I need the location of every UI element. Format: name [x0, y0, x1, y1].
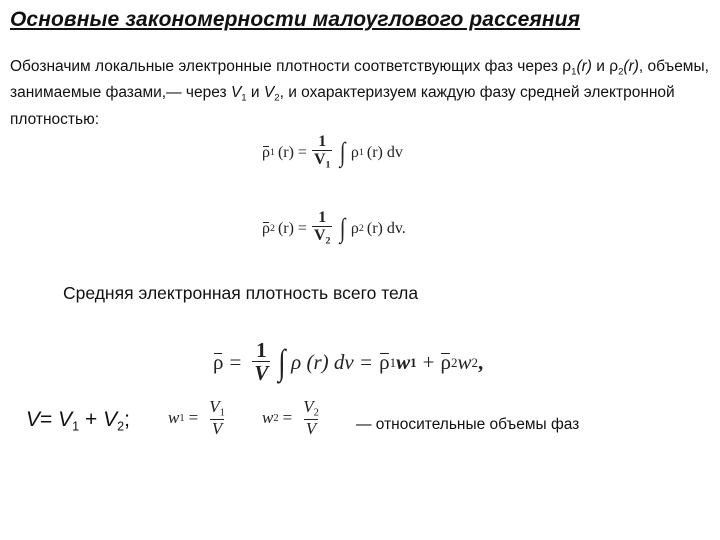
w1-eq: =: [188, 408, 199, 428]
eq2-integrand-arg: (r) dv.: [366, 219, 406, 237]
volume-sub-1: 1: [241, 92, 247, 104]
volume-sub-2: 2: [274, 92, 280, 104]
eq3-term2-sub: 2: [450, 354, 458, 370]
relative-volumes-note: — относительные объемы фаз: [356, 416, 580, 433]
w1-den: [210, 419, 224, 439]
rho-arg-2: (r): [623, 58, 639, 75]
eq2-den-v: V: [313, 227, 326, 244]
para-text-3: , и охарактеризуем каждую фазу средней электронной плотностью:: [10, 84, 675, 128]
eq1-lhs-sub: 1: [269, 147, 275, 159]
w2-den-v: V: [305, 419, 317, 439]
eq3-term1-sub: 1: [389, 354, 397, 370]
eq3-w2-sub: 2: [471, 354, 479, 370]
w1-num-v: V: [209, 397, 220, 416]
volume-symbol-1: V: [230, 84, 242, 102]
intro-paragraph: [10, 56, 715, 130]
eq3-w1-sub: 1: [410, 354, 417, 370]
eq1-lhs: ρ: [262, 143, 270, 161]
vsum-v1-sub: 1: [72, 419, 80, 434]
w2-num-sub: 2: [313, 407, 319, 419]
eq1-den-v: V: [313, 151, 326, 168]
para-and-2: и: [246, 84, 264, 102]
eq1-fraction: [312, 134, 333, 171]
volume-sum-equation: [26, 408, 130, 433]
w2-fraction: [301, 398, 321, 439]
w1-num: [207, 398, 227, 419]
eq2-lhs-sub: 2: [269, 223, 275, 235]
w2-symbol: w: [262, 408, 274, 428]
vsum-plus: +: [79, 408, 104, 431]
equation-rho2-mean: [262, 210, 406, 247]
eq3-term1-rho: ρ: [379, 350, 390, 375]
integral-sign: ∫: [340, 213, 346, 244]
equation-rho1-mean: [262, 134, 403, 171]
para-text-2: , объемы, занимаемые фазами,— через: [10, 58, 709, 102]
w1-definition: [168, 398, 232, 439]
w2-num-v: V: [303, 397, 314, 416]
w2-eq: =: [282, 408, 293, 428]
eq3-integrand: ρ (r) dv =: [291, 350, 374, 375]
eq3-term2-rho: ρ: [440, 350, 451, 375]
w1-den-v: V: [211, 419, 223, 439]
w1-num-sub: 1: [219, 407, 225, 419]
slide-title: Основные закономерности малоуглового рассеяния: [10, 8, 581, 31]
eq2-den: [312, 226, 333, 247]
rho-sub-2: 2: [618, 66, 624, 78]
vsum-v: V: [26, 408, 41, 431]
w1-symbol: w: [168, 408, 180, 428]
rho-symbol: ρ: [562, 58, 572, 75]
w1-fraction: [207, 398, 227, 439]
eq2-integrand-sub: 2: [358, 223, 364, 235]
eq3-plus: +: [422, 350, 435, 375]
eq3-equals: =: [229, 350, 242, 375]
para-text-1: Обозначим локальные электронные плотности соответствующих фаз через: [10, 58, 563, 75]
eq1-integrand: ρ: [350, 143, 359, 161]
rho-arg-1: (r): [576, 58, 592, 75]
eq3-comma: ,: [478, 350, 484, 375]
eq1-integrand-arg: (r) dv: [366, 143, 403, 161]
vsum-semicolon: ;: [124, 408, 130, 431]
eq2-lhs-arg: (r) =: [277, 219, 307, 237]
vsum-v2: V: [103, 408, 118, 431]
eq1-den-sub: 1: [325, 159, 331, 171]
eq1-num: 1: [318, 133, 327, 150]
integral-sign: ∫: [340, 137, 346, 168]
rho-symbol-2: ρ: [609, 58, 619, 75]
volume-symbol-2: V: [263, 84, 275, 102]
eq2-fraction: [312, 210, 333, 247]
eq2-den-sub: 2: [325, 235, 331, 247]
eq3-den-v: V: [254, 361, 269, 385]
eq1-den: [312, 150, 333, 171]
rho-sub-1: 1: [571, 66, 577, 78]
w1-sub: 1: [179, 412, 185, 424]
eq1-integrand-sub: 1: [358, 147, 364, 159]
vsum-v2-sub: 2: [117, 419, 125, 434]
vsum-v1: V: [58, 408, 73, 431]
eq3-w1: w: [396, 350, 411, 375]
equation-total-mean: [213, 340, 483, 385]
eq3-fraction: [252, 340, 270, 385]
w2-sub: 2: [273, 412, 279, 424]
eq3-w2: w: [457, 350, 472, 375]
para-and-1: и: [591, 58, 610, 75]
w2-definition: [262, 398, 326, 439]
vsum-eq: =: [40, 408, 59, 431]
eq3-lhs: ρ: [213, 350, 224, 375]
w2-den: [304, 419, 318, 439]
eq3-den: [252, 361, 270, 385]
integral-sign: ∫: [278, 341, 286, 382]
subheading-mean-density: Средняя электронная плотность всего тела: [63, 283, 419, 303]
eq1-lhs-arg: (r) =: [277, 143, 307, 161]
eq3-num: 1: [256, 338, 267, 362]
eq2-num: 1: [318, 209, 327, 226]
w2-num: [301, 398, 321, 419]
eq2-integrand: ρ: [350, 219, 359, 237]
eq2-lhs: ρ: [262, 219, 270, 237]
